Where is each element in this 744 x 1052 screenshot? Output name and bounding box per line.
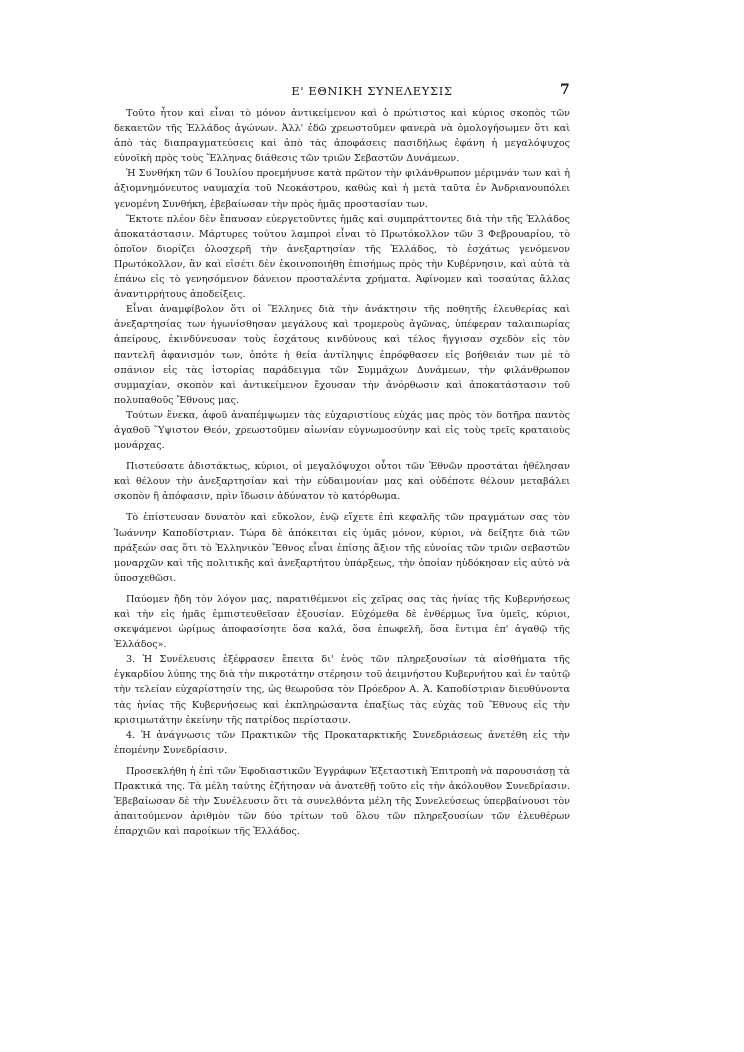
paragraph: Ἡ Συνθήκη τῶν 6 Ἰουλίου προεμήνυσε κατὰ πρῶτον τὴν φιλάνθρωπον μέριμνάν των καὶ ἡ ἀξιομνημόνευτος ναυμαχία τοῦ Νεοκάστρου, καθὼς καὶ ἡ μετὰ ταῦτα ἐν Ἀνδριανουπόλει γενομένη Συνθήκη, ἐβεβαίωσαν τὴν πρὸς ἡμᾶς προστασίαν των. <box>114 168 570 210</box>
paragraph: Πιστεύσατε ἀδιστάκτως, κύριοι, οἱ μεγαλόψυχοι οὗτοι τῶν Ἐθνῶν προστάται ἠθέλησαν καὶ θέλουν τὴν ἀνεξαρτησίαν καὶ τὴν εὐδαιμονίαν μας καὶ οὐδέποτε θέλουν μεταβάλει σκοπὸν ἢ ἀπόφασιν, πρὶν ἴδωσιν ἀδύνατον τὸ κατόρθωμα. <box>114 461 570 503</box>
paragraph: Τὸ ἐπίστευσαν δυνατὸν καὶ εὔκολον, ἐνῷ εἴχετε ἐπὶ κεφαλῆς τῶν πραγμάτων σας τὸν Ἰωάννην Καποδίστριαν. Τώρα δὲ ἀπόκειται εἰς ὑμᾶς μόνον, κύριοι, νὰ δείξητε διὰ τῶν πράξεών σας ὅτι τὸ Ἑλληνικὸν Ἔθνος εἶναι ἐπίσης ἄξιον τῆς εὐνοίας τῶν τριῶν σεβαστῶν μοναρχῶν καὶ τῆς πολιτικῆς καὶ ἀνεξαρτήτου ὑπάρξεως, τὴν ὁποίαν ηὐδόκησαν εἰς αὐτὸ νὰ ὑποσχεθῶσι. <box>114 512 570 584</box>
paragraph: Προσεκλήθη ἡ ἐπὶ τῶν Ἐφοδιαστικῶν Ἐγγράφων Ἐξεταστικὴ Ἐπιτροπὴ νὰ παρουσιάσῃ τὰ Πρακτικά της. Τὰ μέλη ταύτης ἐζήτησαν νὰ ἀνατεθῇ τοῦτο εἰς τὴν ἀκόλουθον Συνεδρίασιν. Ἐβεβαίωσαν δὲ τὴν Συνέλευσιν ὅτι τὰ συνελθόντα μέλη τῆς Συνελεύσεως ὑπερβαίνουσι τὸν ἀπαιτούμενον ἀριθμὸν τῶν δύο τρίτων τοῦ ὅλου τῶν πληρεξουσίων τῶν ἐλευθέρων ἐπαρχιῶν καὶ παροίκων τῆς Ἑλλάδος. <box>114 765 570 838</box>
paragraph: Παύομεν ἤδη τὸν λόγον μας, παρατιθέμενοι εἰς χεῖρας σας τὰς ἡνίας τῆς Κυβερνήσεως καὶ τὴν εἰς ἡμᾶς ἐμπιστευθεῖσαν ἐξουσίαν. Εὐχόμεθα δὲ ἐνθέρμως ἵνα ὑμεῖς, κύριοι, σκεψάμενοι ὡρίμως ἀποφασίσητε ὅσα καλά, ὅσα ἐπωφελῆ, ὅσα ἔντιμα ἐπ' ἀγαθῷ τῆς Ἑλλάδος». <box>114 593 570 651</box>
paragraph: Ἔκτοτε πλέον δὲν ἔπαυσαν εὐεργετοῦντες ἡμᾶς καὶ συμπράττοντες διὰ τὴν τῆς Ἑλλάδος ἀποκατάστασιν. Μάρτυρες τούτου λαμπροὶ εἶναι τὸ Πρωτόκολλον τῶν 3 Φεβρουαρίου, τὸ ὁποῖον διορίζει ὁλοσχερῆ τὴν ἀνεξαρτησίαν τῆς Ἑλλάδος, τὸ ἐσχάτως γενόμενον Πρωτόκολλον, ἂν καὶ εἰσέτι δὲν ἐκοινοποιήθη ἐπισήμως πρὸς τὴν Κυβέρνησιν, καὶ αὐτὰ τὰ ἐπάνω εἰς τὸ γενησόμενον δάνειον προσταλέντα χρήματα. Ἀφίνομεν καὶ τοσαύτας ἄλλας ἀναντιρρήτους ἀποδείξεις. <box>114 213 570 301</box>
page-number: 7 <box>560 82 570 98</box>
body-text <box>114 106 570 839</box>
paragraph: 4. Ἡ ἀνάγνωσις τῶν Πρακτικῶν τῆς Προκαταρκτικῆς Συνεδριάσεως ἀνετέθη εἰς τὴν ἑπομένην Συνεδρίασιν. <box>114 729 570 756</box>
paragraph: Εἶναι ἀναμφίβολον ὅτι οἱ Ἕλληνες διὰ τὴν ἀνάκτησιν τῆς ποθητῆς ἐλευθερίας καὶ ἀνεξαρτησίας των ἠγωνίσθησαν μεγάλους καὶ τρομεροὺς ἀγῶνας, ὑπέφεραν ταλαιπωρίας ἀπείρους, ἐκινδύνευσαν τοὺς ἐσχάτους κινδύνους καὶ τέλος ἤγγισαν σχεδὸν εἰς τὸν παντελῆ ἀφανισμόν των, ὁπότε ἡ θεία ἀντίληψις ἐπρόφθασεν εἰς βοήθειάν των μὲ τὸ σπάνιον εἰς τὰς ἱστορίας παράδειγμα τῶν Συμμάχων Δυνάμεων, τὴν φιλάνθρωπον συμμαχίαν, σκοπὸν καὶ ἀντικείμενον ἔχουσαν τὴν ἀνόρθωσιν καὶ ἀποκατάστασιν τοῦ πολυπαθοῦς Ἔθνους μας. <box>114 304 570 406</box>
running-title: Ε' ΕΘΝΙΚΗ ΣΥΝΕΛΕΥΣΙΣ <box>291 84 453 98</box>
paragraph: 3. Ἡ Συνέλευσις ἐξέφρασεν ἔπειτα δι' ἑνὸς τῶν πληρεξουσίων τὰ αἰσθήματα τῆς ἐγκαρδίου λύπης της διὰ τὴν πικροτάτην στέρησιν τοῦ ἀειμνήστου Κυβερνήτου καὶ ἐν ταὐτῷ τὴν τελείαν εὐχαρίστησίν της, ὡς θεωροῦσα τὸν Πρόεδρον Α. Ἀ. Καποδίστριαν διευθύνοντα τὰς ἡνίας τῆς Κυβερνήσεως καὶ ἐκπληρώσαντα ἐπαξίως τὰς εὐχὰς τοῦ Ἔθνους εἰς τὴν κρισιμωτάτην ἐκείνην τῆς πατρίδος περίστασιν. <box>114 654 570 726</box>
paragraph: Τούτων ἕνεκα, ἀφοῦ ἀναπέμψωμεν τὰς εὐχαριστίους εὐχάς μας πρὸς τὸν δοτῆρα παντὸς ἀγαθοῦ Ὕψιστον Θεόν, χρεωστοῦμεν αἰωνίαν εὐγνωμοσύνην καὶ εἰς τοὺς τρεῖς κραταιοὺς μονάρχας. <box>114 409 570 452</box>
paragraph: Τοῦτο ἦτον καὶ εἶναι τὸ μόνον ἀντικείμενον καὶ ὁ πρώτιστος καὶ κύριος σκοπὸς τῶν δεκαετῶν τῆς Ἑλλάδος ἀγώνων. Ἀλλ' ἐδῶ χρεωστοῦμεν φανερὰ νὰ ὁμολογήσωμεν ὅτι καὶ ἀπὸ τὰς διαπραγματεύσεις καὶ ἀπὸ τὰς ἀποφάσεις πασιδήλως ἐφάνη ἡ μεγαλόψυχος εὐνοϊκὴ πρὸς τοὺς Ἕλληνας διάθεσις τῶν τριῶν Σεβαστῶν Δυνάμεων. <box>114 108 570 165</box>
